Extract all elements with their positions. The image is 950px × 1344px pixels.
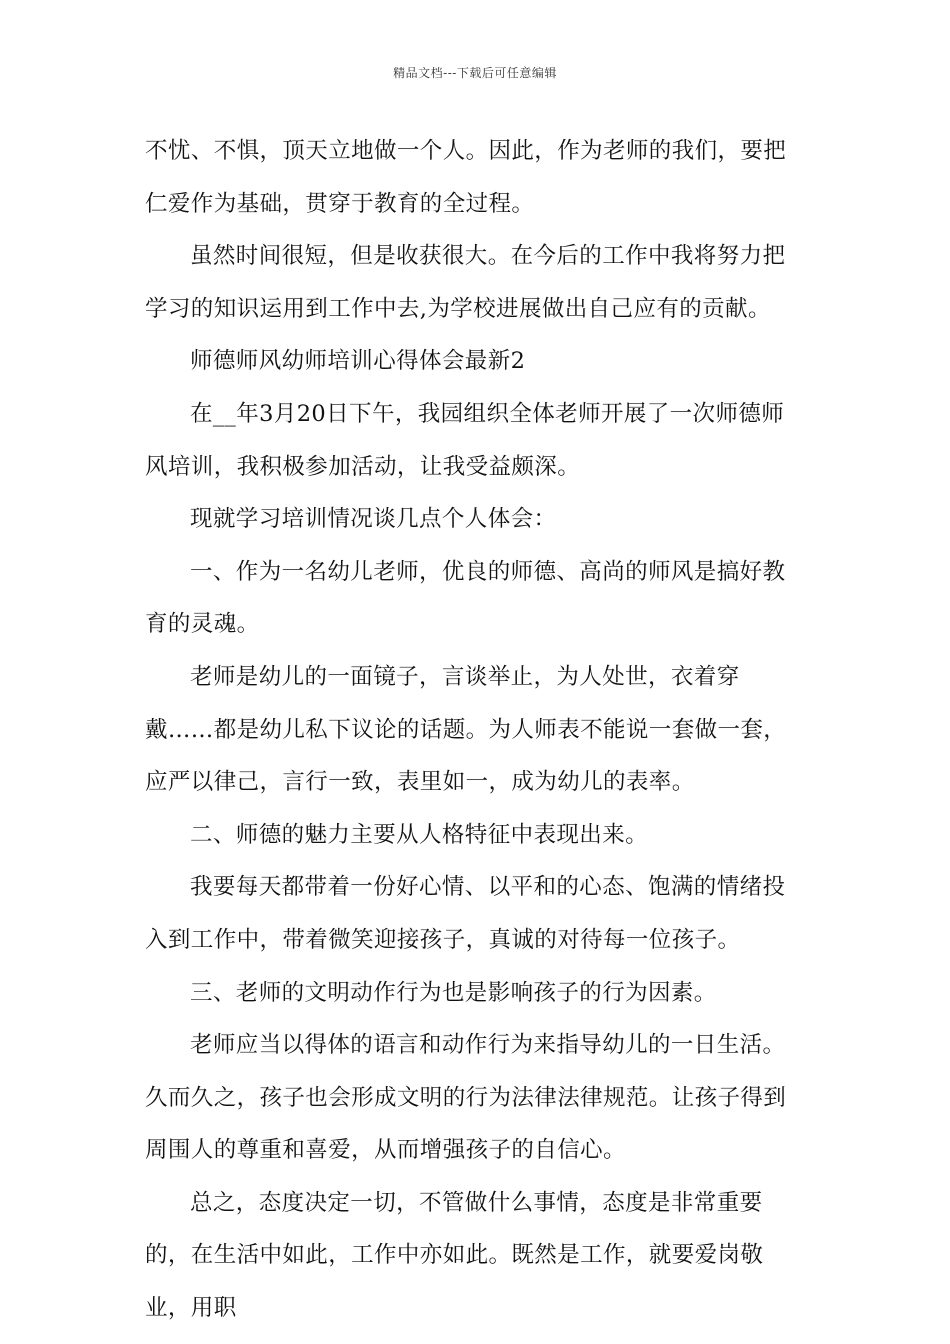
point-one-heading: 一、作为一名幼儿老师，优良的师德、高尚的师风是搞好教育的灵魂。 bbox=[145, 558, 786, 638]
document-body bbox=[145, 125, 807, 1335]
section-heading: 师德师风幼师培训心得体会最新2 bbox=[190, 348, 526, 375]
paragraph-11: 老师应当以得体的语言和动作行为来指导幼儿的一日生活。久而久之，孩子也会形成文明的行为法律法律规范。让孩子得到周围人的尊重和喜爱，从而增强孩子的自信心。 bbox=[145, 1032, 787, 1164]
point-three-heading: 三、老师的文明动作行为也是影响孩子的行为因素。 bbox=[190, 979, 717, 1006]
paragraph-2: 虽然时间很短，但是收获很大。在今后的工作中我将努力把学习的知识运用到工作中去,为学校进展做出自己应有的贡献。 bbox=[145, 243, 786, 322]
paragraph-4: 在__年3月20日下午，我园组织全体老师开展了一次师德师风培训，我积极参加活动，让我受益颇深。 bbox=[145, 400, 785, 480]
paragraph-1: 不忧、不惧，顶天立地做一个人。因此，作为老师的我们，要把仁爱作为基础，贯穿于教育的全过程。 bbox=[145, 138, 787, 217]
paragraph-5: 现就学习培训情况谈几点个人体会： bbox=[190, 506, 557, 533]
paragraph-7: 老师是幼儿的一面镜子，言谈举止，为人处世，衣着穿戴……都是幼儿私下议论的话题。为人师表不能说一套做一套，应严以律己，言行一致，表里如一，成为幼儿的表率。 bbox=[145, 663, 787, 796]
paragraph-12: 总之，态度决定一切，不管做什么事情，态度是非常重要的，在生活中如此，工作中亦如此。既然是工作，就要爱岗敬业，用职 bbox=[145, 1189, 764, 1322]
paragraph-9: 我要每天都带着一份好心情、以平和的心态、饱满的情绪投入到工作中，带着微笑迎接孩子，真诚的对待每一位孩子。 bbox=[145, 874, 786, 953]
point-two-heading: 二、师德的魅力主要从人格特征中表现出来。 bbox=[190, 821, 649, 848]
page-header: 精品文档---下载后可任意编辑 bbox=[393, 66, 557, 80]
